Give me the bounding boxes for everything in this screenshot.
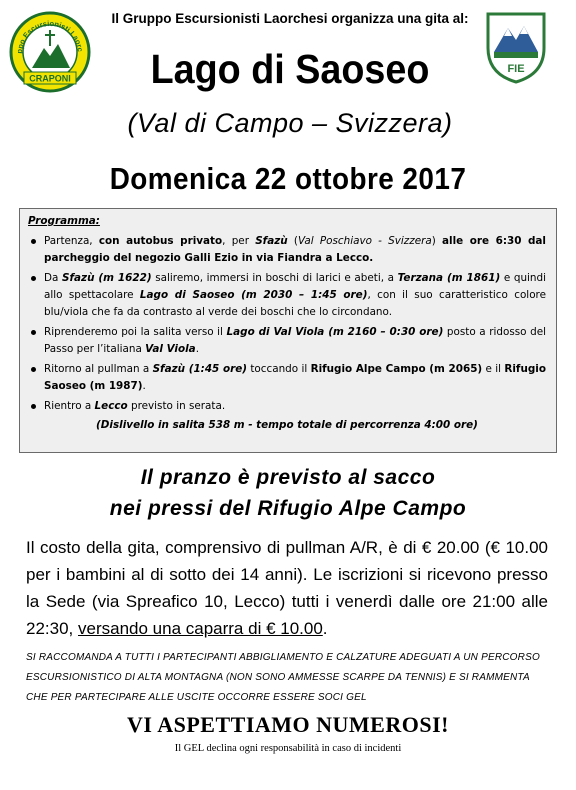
program-text: e quindi allo spettacolare <box>44 272 546 301</box>
program-text: Rientro a <box>44 400 95 412</box>
program-text: Val Poschiavo - Svizzera <box>297 235 432 247</box>
fie-text: FIE <box>507 63 525 75</box>
event-subtitle: (Val di Campo – Svizzera) <box>127 108 453 138</box>
logo-banner-text: CRAPONI <box>29 73 71 84</box>
program-text: saliremo, immersi in boschi di larici e abeti, a <box>151 272 398 284</box>
program-item <box>28 233 546 267</box>
program-text: Rifugio Saoseo (m 1987) <box>44 363 546 392</box>
disclaimer: Il GEL declina ogni responsabilità in caso di incidenti <box>174 743 402 754</box>
program-text: Riprenderemo poi la salita verso il <box>44 326 227 338</box>
program-list <box>28 233 546 415</box>
event-title: Lago di Saoseo <box>150 46 430 92</box>
logo-arc-text: ppo Escursionisti Laorc <box>14 18 85 54</box>
program-text: Rifugio Alpe Campo (m 2065) <box>310 363 483 375</box>
cost-paragraph <box>26 534 548 642</box>
lunch-line-2: nei pressi del Rifugio Alpe Campo <box>109 497 467 520</box>
cost-registration: Le iscrizioni si ricevono presso la Sede (via Spreafico 10, Lecco) tutti i venerdì dalle ore 21:00 alle 22:30, <box>26 565 549 638</box>
program-text: Terzana (m 1861) <box>397 272 501 284</box>
program-text: con autobus privato <box>98 235 223 247</box>
fie-logo <box>482 8 550 86</box>
program-text: previsto in serata. <box>127 400 226 412</box>
lunch-line-1: Il pranzo è previsto al sacco <box>140 466 436 489</box>
program-text: . <box>142 380 146 392</box>
program-text: Val Viola <box>145 343 196 355</box>
program-text: Sfazù (1:45 ore) <box>152 363 247 375</box>
gel-logo <box>8 10 92 94</box>
program-text: Sfazù <box>255 235 288 247</box>
event-date: Domenica 22 ottobre 2017 <box>109 161 467 196</box>
program-heading: Programma: <box>28 215 100 227</box>
program-text: Lecco <box>94 400 128 412</box>
program-item <box>28 398 546 415</box>
mountain-cross-icon <box>8 10 92 94</box>
program-text: Partenza, <box>44 235 99 247</box>
program-text: ) <box>431 235 443 247</box>
program-text: alle ore 6:30 dal parcheggio del negozio Galli Ezio in via Fiandra a Lecco. <box>44 235 546 264</box>
program-item <box>28 270 546 321</box>
program-text: Ritorno al pullman a <box>44 363 153 375</box>
program-text: Da <box>44 272 62 284</box>
program-text: Lago di Val Viola (m 2160 – 0:30 ore) <box>226 326 444 338</box>
intro-line: Il Gruppo Escursionisti Laorchesi organizza una gita al: <box>111 11 469 26</box>
program-text: . <box>195 343 200 355</box>
program-text: e il <box>482 363 505 375</box>
program-total: (Dislivello in salita 538 m - tempo totale di percorrenza 4:00 ore) <box>96 419 478 431</box>
program-item <box>28 361 546 395</box>
cost-end: . <box>322 619 328 638</box>
program-text: toccando il <box>247 363 311 375</box>
cost-deposit: versando una caparra di € 10.00 <box>78 619 323 638</box>
program-box <box>19 208 557 453</box>
program-text: ( <box>287 235 298 247</box>
recommendation: SI RACCOMANDA A TUTTI I PARTECIPANTI ABBIGLIAMENTO E CALZATURE ADEGUATI A UN PERCORSO ESCURSIONISTICO DI ALTA MONTAGNA (NON SONO AMMESSE SCARPE DA TENNIS) E SI RAMMENTA CHE PER PARTECIPARE ALLE USCITE OCCORRE ESSERE SOCI GEL <box>26 652 540 703</box>
fie-shield-icon <box>482 8 550 86</box>
program-item <box>28 324 546 358</box>
closing-slogan: VI ASPETTIAMO NUMEROSI! <box>127 712 449 737</box>
cost-price: Il costo della gita, comprensivo di pullman A/R, è di € 20.00 (€ 10.00 per i bambini al di sotto dei 14 anni). <box>26 538 548 584</box>
program-text: posto a ridosso del Passo per l’italiana <box>44 326 546 355</box>
program-text: , con il suo caratteristico colore blu/viola che fa da contrasto al verde dei boschi che lo circondano. <box>44 289 546 318</box>
program-text: Lago di Saoseo (m 2030 – 1:45 ore) <box>139 289 368 301</box>
program-text: Sfazù (m 1622) <box>62 272 152 284</box>
program-text: , per <box>222 235 256 247</box>
